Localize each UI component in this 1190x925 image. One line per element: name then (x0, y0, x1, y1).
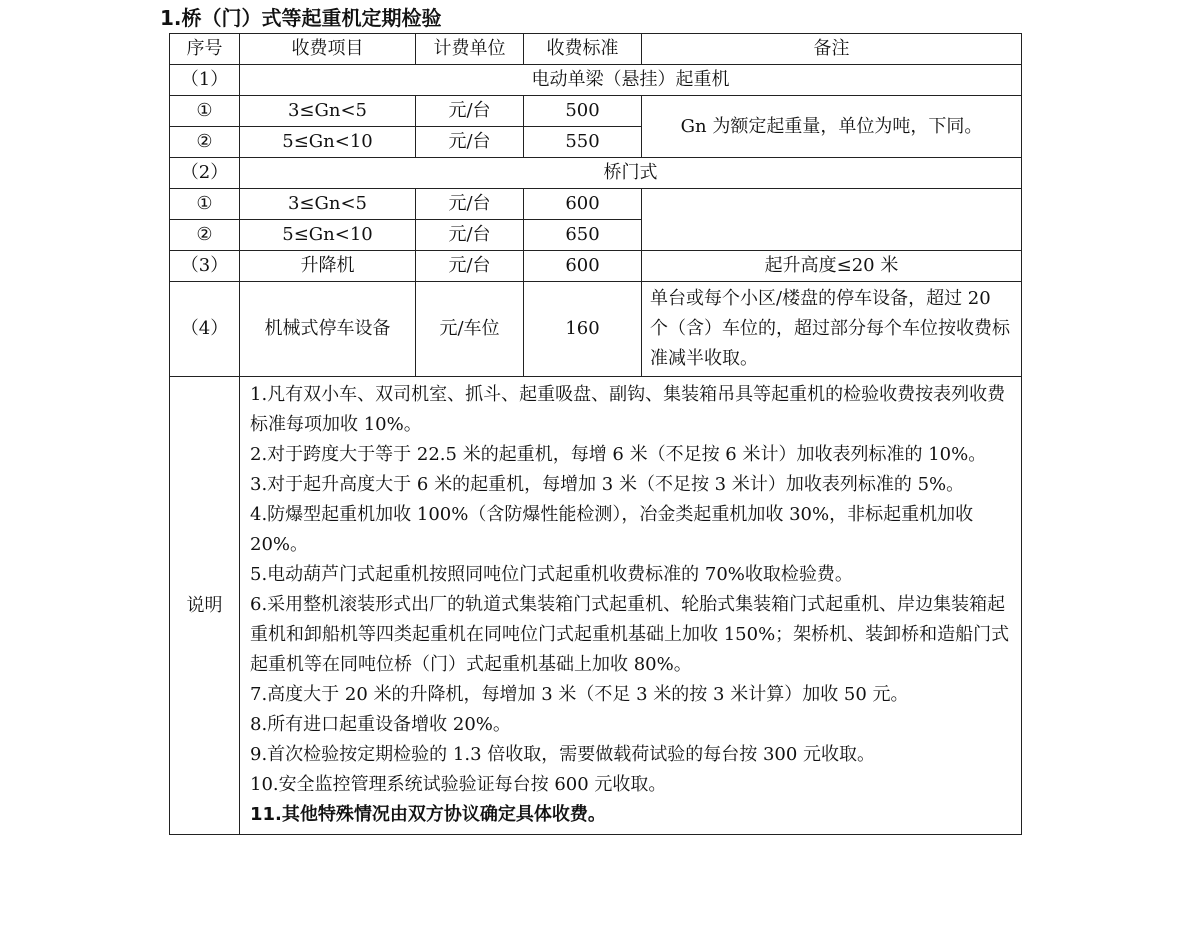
note-item: 4.防爆型起重机加收 100%（含防爆性能检测），冶金类起重机加收 30%，非标起重机加收 20%。 (250, 504, 974, 555)
row-remark: Gn 为额定起重量，单位为吨，下同。 (642, 96, 1022, 158)
row-number: ② (170, 127, 240, 158)
header-cell-item: 收费项目 (240, 34, 416, 65)
row-item: 3≤Gn<5 (240, 189, 416, 220)
note-item-bold: 11.其他特殊情况由双方协议确定具体收费。 (250, 804, 606, 825)
row-item: 3≤Gn<5 (240, 96, 416, 127)
note-item: 10.安全监控管理系统试验验证每台按 600 元收取。 (250, 774, 667, 795)
row-remark-empty (642, 189, 1022, 251)
row-number: （4） (170, 282, 240, 377)
section-row (170, 158, 1022, 189)
note-item: 8.所有进口起重设备增收 20%。 (250, 714, 511, 735)
row-unit: 元/车位 (416, 282, 524, 377)
note-item: 3.对于起升高度大于 6 米的起重机，每增加 3 米（不足按 3 米计）加收表列标准的 5%。 (250, 474, 965, 495)
header-cell-unit: 计费单位 (416, 34, 524, 65)
row-number: ① (170, 189, 240, 220)
row-fee: 160 (524, 282, 642, 377)
row-item: 5≤Gn<10 (240, 220, 416, 251)
note-item: 7.高度大于 20 米的升降机，每增加 3 米（不足 3 米的按 3 米计算）加收 50 元。 (250, 684, 909, 705)
row-remark: 单台或每个小区/楼盘的停车设备，超过 20 个（含）车位的，超过部分每个车位按收费标准减半收取。 (642, 282, 1022, 377)
note-item: 6.采用整机滚装形式出厂的轨道式集装箱门式起重机、轮胎式集装箱门式起重机、岸边集装箱起重机和卸船机等四类起重机在同吨位门式起重机基础上加收 150%；架桥机、装卸桥和造船门式起重机等在同吨位桥（门）式起重机基础上加收 80%。 (250, 594, 1010, 675)
notes-row (170, 377, 1022, 835)
row-unit: 元/台 (416, 251, 524, 282)
row-fee: 600 (524, 189, 642, 220)
page-title: 1.桥（门）式等起重机定期检验 (160, 6, 442, 30)
section-number: （2） (170, 158, 240, 189)
row-item: 5≤Gn<10 (240, 127, 416, 158)
row-number: （3） (170, 251, 240, 282)
row-item: 升降机 (240, 251, 416, 282)
row-unit: 元/台 (416, 189, 524, 220)
header-cell-remark: 备注 (642, 34, 1022, 65)
row-unit: 元/台 (416, 96, 524, 127)
fee-table (169, 33, 1022, 835)
section-title: 桥门式 (240, 158, 1022, 189)
section-title: 电动单梁（悬挂）起重机 (240, 65, 1022, 96)
row-item: 机械式停车设备 (240, 282, 416, 377)
row-fee: 650 (524, 220, 642, 251)
note-item: 1.凡有双小车、双司机室、抓斗、起重吸盘、副钩、集装箱吊具等起重机的检验收费按表列收费标准每项加收 10%。 (250, 384, 1006, 435)
section-row (170, 65, 1022, 96)
note-item: 9.首次检验按定期检验的 1.3 倍收取，需要做载荷试验的每台按 300 元收取。 (250, 744, 876, 765)
section-number: （1） (170, 65, 240, 96)
row-unit: 元/台 (416, 220, 524, 251)
notes-content (240, 377, 1022, 835)
table-row (170, 282, 1022, 377)
row-number: ② (170, 220, 240, 251)
table-row (170, 189, 1022, 220)
row-remark: 起升高度≤20 米 (642, 251, 1022, 282)
header-cell-index: 序号 (170, 34, 240, 65)
row-fee: 500 (524, 96, 642, 127)
note-item: 5.电动葫芦门式起重机按照同吨位门式起重机收费标准的 70%收取检验费。 (250, 564, 853, 585)
note-item: 2.对于跨度大于等于 22.5 米的起重机，每增 6 米（不足按 6 米计）加收表列标准的 10%。 (250, 444, 987, 465)
table-row (170, 96, 1022, 127)
row-number: ① (170, 96, 240, 127)
table-row (170, 251, 1022, 282)
notes-label: 说明 (170, 377, 240, 835)
row-fee: 600 (524, 251, 642, 282)
row-unit: 元/台 (416, 127, 524, 158)
row-fee: 550 (524, 127, 642, 158)
header-cell-fee: 收费标准 (524, 34, 642, 65)
header-row (170, 34, 1022, 65)
